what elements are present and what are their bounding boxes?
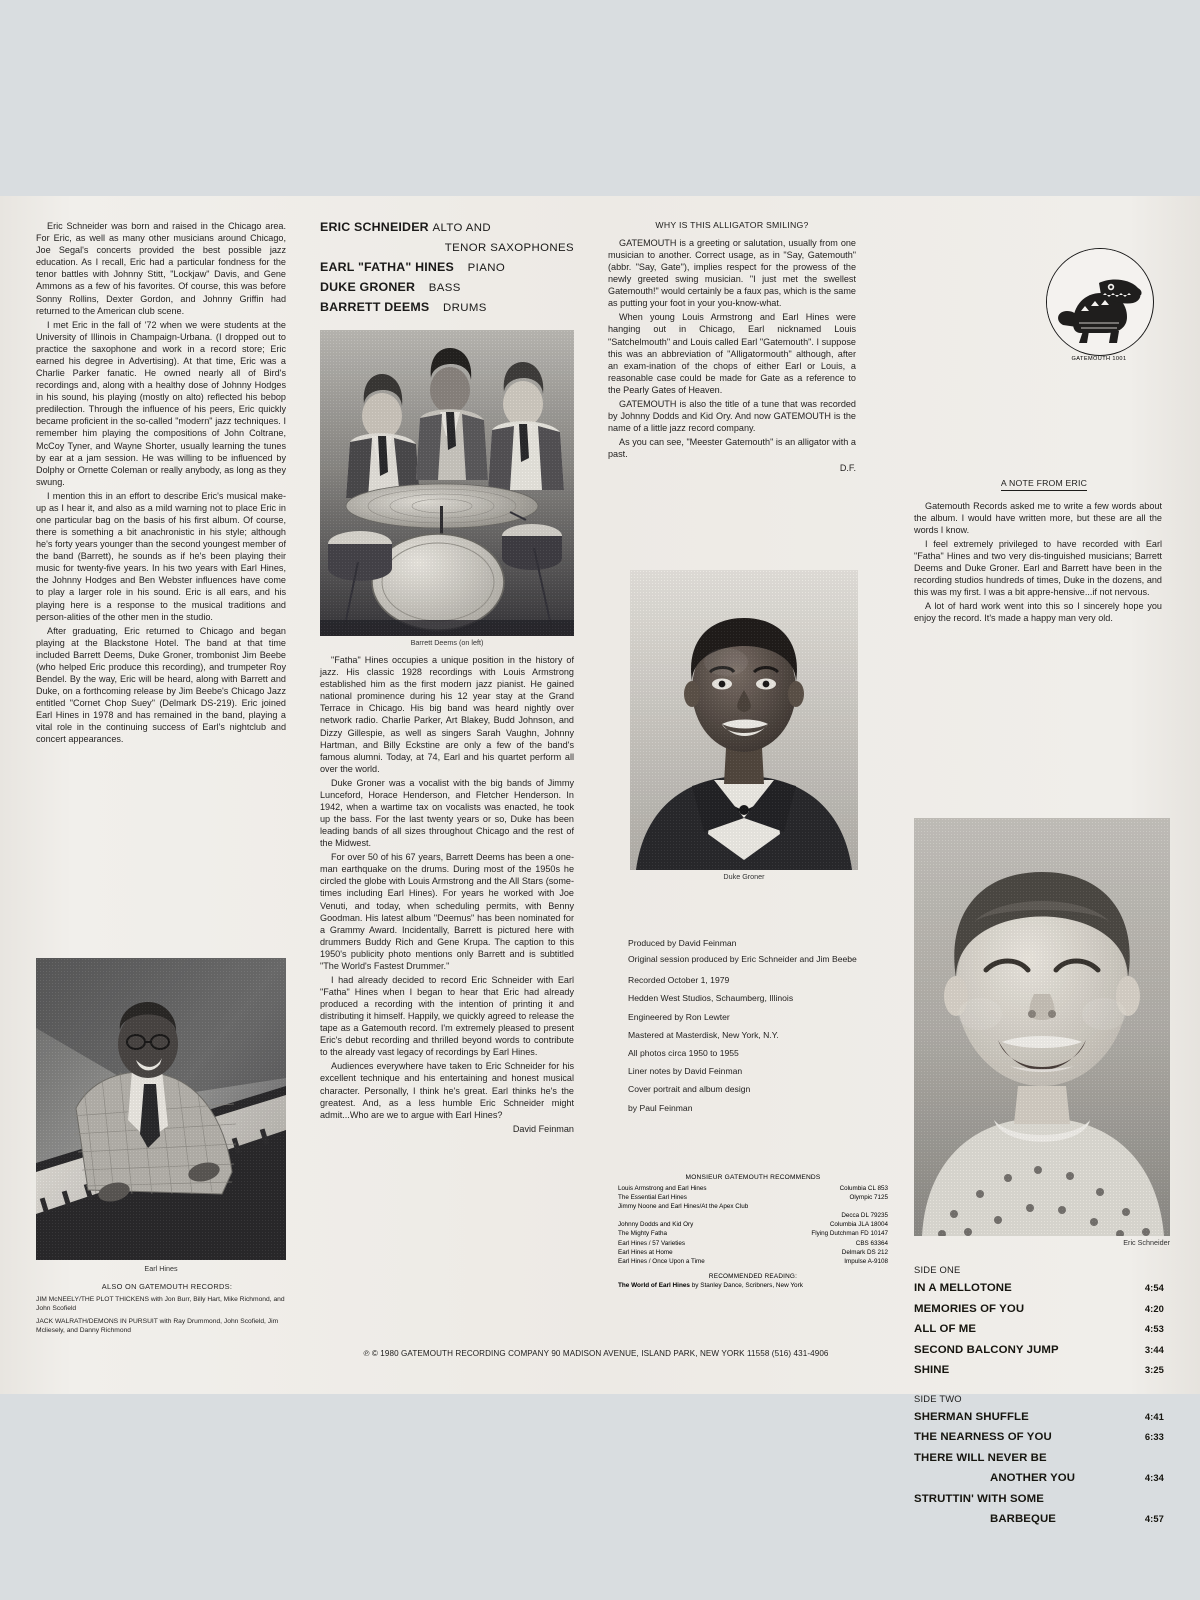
track-time: 4:57	[1144, 1513, 1164, 1524]
alligator-story-text	[608, 237, 856, 474]
track-row	[914, 1360, 1164, 1381]
credit-instrument: ALTO AND	[432, 222, 491, 234]
production-line: Recorded October 1, 1979	[628, 975, 730, 986]
paragraph: I had already decided to record Eric Schneider with Earl "Fatha" Hines when I began to hear that Eric had already produced a recording with the intention of printing it and distributing it himself. Happily, we quickly agreed to release the tape as a Gatemouth record. I'm extremely pleased to present Eric's debut recording and thrilled beyond words to contribute to the already vast legacy of recordings by Earl Hines.	[320, 974, 574, 1058]
recommends-value: Delmark DS 212	[841, 1248, 888, 1256]
track-time: 4:53	[1144, 1323, 1164, 1334]
production-line: Original session produced by Eric Schneider and Jim Beebe	[628, 954, 857, 965]
photo-earl-hines	[36, 958, 286, 1260]
production-line: by Paul Feinman	[628, 1102, 693, 1113]
credit-line-eric-schneider	[320, 220, 574, 234]
column-alligator-story	[608, 220, 856, 474]
paragraph: A lot of hard work went into this so I sincerely hope you enjoy the record. It's made a happy man very old.	[914, 601, 1162, 624]
track-title: MEMORIES OF YOU	[914, 1302, 1025, 1315]
track-listing	[914, 1258, 1164, 1530]
photo-grain-overlay	[36, 958, 286, 1260]
note-heading-text: A NOTE FROM ERIC	[1001, 478, 1087, 491]
recommends-row	[618, 1239, 888, 1248]
track-time: 4:20	[1144, 1302, 1164, 1314]
track-row	[914, 1427, 1164, 1448]
credit-instrument: PIANO	[467, 262, 506, 274]
recommends-label: Jimmy Noone and Earl Hines/At the Apex Club	[618, 1203, 749, 1211]
recommends-value: Olympic 7125	[849, 1194, 888, 1202]
track-title-cont: BARBEQUE	[990, 1513, 1056, 1525]
paragraph: Gatemouth Records asked me to write a few words about the album. I would have written more, but these are all the words I know.	[914, 501, 1162, 536]
paragraph: As you can see, "Meester Gatemouth" is an alligator with a past.	[608, 436, 856, 460]
recommended-reading-line	[618, 1282, 888, 1289]
column-personnel-credits	[320, 220, 574, 320]
track-row	[914, 1448, 1164, 1489]
photo-caption-barrett-deems: Barrett Deems (on left)	[410, 638, 484, 647]
logo-circle	[1046, 248, 1154, 356]
side-two-label: SIDE TWO	[914, 1392, 962, 1404]
photo-caption-eric-schneider: Eric Schneider	[1123, 1238, 1170, 1247]
recommends-label: Louis Armstrong and Earl Hines	[618, 1185, 707, 1192]
track-title: THE NEARNESS OF YOU	[914, 1431, 1052, 1443]
paragraph: "Fatha" Hines occupies a unique position in the history of jazz. His classic 1928 recordings with Louis Armstrong established him as the first modern jazz pianist. He gained national prominence during his 12 year stay at the Grand Terrace in Chicago. His big band was heard nightly over network radio. Charlie Parker, Art Blakey, Budd Johnson, and Dizzy Gillespie, as well as singers Sarah Vaughn, Johnny Hartman, and Billy Eckstine are only a few of the band's famous alumni. Today, at 74, Earl and his quartet perform all over the world.	[320, 655, 574, 774]
book-publisher: by Stanley Dance, Scribners, New York	[689, 1281, 803, 1289]
track-time: 4:41	[1144, 1410, 1164, 1422]
track-row	[914, 1299, 1164, 1320]
production-line: Produced by David Feinman	[628, 938, 737, 948]
paragraph: GATEMOUTH is a greeting or salutation, usually from one musician to another. Correct usage, as in "Say, Gatemouth" (abbr. "Say, Gate"), implies respect for the prowess of the newly greeted swing musician. "I just met the swellest Gatemouth!" would certainly be a faux pas, which is the same as putting your foot in your you-know-what.	[608, 238, 856, 309]
recommends-row	[618, 1220, 888, 1229]
note-from-eric-text	[914, 500, 1162, 626]
recommends-row	[618, 1229, 888, 1238]
credit-instrument: DRUMS	[442, 302, 487, 314]
credit-line-saxophones	[320, 240, 574, 254]
recommends-value: Decca DL 79235	[841, 1212, 888, 1220]
paragraph: Audiences everywhere have taken to Eric Schneider for his excellent technique and his entertaining and honest musical character. Personally, I think he's great. Earl thinks he's the greatest. And, as a less humble Eric Schneider might admit...Who are we to argue with Earl Hines?	[320, 1061, 574, 1120]
production-line: Cover portrait and album design	[628, 1084, 751, 1095]
production-line: Liner notes by David Feinman	[628, 1066, 743, 1077]
track-row	[914, 1489, 1164, 1530]
track-title: SHERMAN SHUFFLE	[914, 1410, 1029, 1423]
recommends-value: Flying Dutchman FD 10147	[811, 1230, 888, 1238]
photo-grain-overlay	[914, 818, 1170, 1236]
photo-eric-schneider-child	[914, 818, 1170, 1236]
paragraph: Eric Schneider was born and raised in the Chicago area. For Eric, as well as many other musicians around Chicago, Joe Segal's concerts provided the best possible jazz education. As I recall, Eric had a particular fondness for the tenor battles with Johnny Stitt, "Lockjaw" Davis, and Gene Ammons as a few of his favorites. Of course, this was before Sonny Rollins, Dexter Gordon, and Johnny Griffin had returned to the American club scene.	[36, 221, 286, 316]
column-band-notes	[320, 654, 574, 1135]
track-time: 6:33	[1144, 1431, 1164, 1442]
credit-name: BARRETT DEEMS	[320, 300, 430, 314]
album-liner-sleeve	[0, 196, 1200, 1525]
track-title-cont: ANOTHER YOU	[990, 1472, 1076, 1484]
side-one-label: SIDE ONE	[914, 1264, 961, 1275]
signature-david-feinman: David Feinman	[512, 1123, 574, 1134]
photo-grain-overlay	[630, 570, 858, 870]
credit-line-duke-groner	[320, 280, 574, 294]
recommends-value: Impulse A-9108	[844, 1257, 888, 1265]
paragraph: I mention this in an effort to describe Eric's musical make-up as I hear it, and also as a mild warning not to place Eric in one particular bag on the basis of his first album. Of course, there is something a bit anachronistic in his style; although he's forty years younger than the second youngest member of the band (Barrett), he sounds as if he's been playing their music for twenty-five years. In his two years with Earl Hines, the Johnny Hodges and Ben Webster influences have come to play a larger role in his sound. Eric is all ears, and his playing here is a response to the musical traditions and person-alities of the other men in the studio.	[36, 490, 286, 622]
also-item: JIM McNEELY/THE PLOT THICKENS with Jon Burr, Billy Hart, Mike Richmond, and John Scofield	[36, 1296, 285, 1312]
credit-instrument: BASS	[428, 282, 461, 294]
recommends-row	[618, 1202, 888, 1211]
paragraph: For over 50 of his 67 years, Barrett Deems has been a one-man earthquake on the drums. During most of the 1950s he circled the globe with Louis Armstrong and the All Stars (some-times including Earl Hines). For years he worked with Joe Venuti, and today, when scheduling permits, with Benny Goodman. His latest album "Deemus" has been nominated for a Grammy Award. Incidentally, Barrett is pictured here with drummers Buddy Rich and Gene Krupa. The caption to this 1950's publicity photo mentions only Barrett and is subtitled "The World's Fastest Drummer."	[320, 852, 574, 971]
recommends-value: Columbia CL 853	[839, 1185, 888, 1192]
track-title: ALL OF ME	[914, 1323, 977, 1335]
production-line: All photos circa 1950 to 1955	[628, 1048, 739, 1059]
photo-barrett-deems-drummers	[320, 330, 574, 636]
logo-caption: GATEMOUTH 1001	[1071, 356, 1127, 362]
track-title: STRUTTIN' WITH SOME	[914, 1492, 1044, 1505]
copyright-footer: ℗ © 1980 GATEMOUTH RECORDING COMPANY 90 MADISON AVENUE, ISLAND PARK, NEW YORK 11558 (516) 431-4906	[363, 1349, 829, 1358]
photo-caption-earl-hines: Earl Hines	[144, 1264, 178, 1273]
recommends-label: Earl Hines at Home	[618, 1248, 673, 1256]
paragraph: I met Eric in the fall of '72 when we were students at the University of Illinois in Champaign-Urbana. (I dropped out to practice the saxophone and work in a record store; Eric earned his degree in Advertising). At that time, Eric was a Charlie Parker fanatic. He owned nearly all of Bird's recordings and, along with a healthy dose of Johnny Hodges in his sound, his playing (mostly on alto) reflected his bebop predilection. Through the influence of his peers, Eric quickly became proficient in the so-called "modern" jazz techniques. I remember him playing the compositions of John Coltrane, McCoy Tyner, and Wayne Shorter, usually learning the tunes by ear at a jam session. He was willing to be influenced by Dolphy or Ornette Coleman or really anybody, as long as they swung.	[36, 319, 286, 487]
signature-df: D.F.	[839, 462, 856, 473]
track-title: SECOND BALCONY JUMP	[914, 1343, 1059, 1356]
book-title: The World of Earl Hines	[618, 1281, 690, 1289]
recommends-value: Columbia JLA 18004	[829, 1221, 888, 1229]
photo-grain-overlay	[320, 330, 574, 636]
also-on-gatemouth-records	[36, 1282, 298, 1340]
track-title: SHINE	[914, 1364, 950, 1376]
track-title: IN A MELLOTONE	[914, 1282, 1012, 1294]
photo-duke-groner	[630, 570, 858, 870]
track-time: 3:25	[1144, 1364, 1164, 1375]
recommends-label: Earl Hines / 57 Varieties	[618, 1239, 686, 1247]
recommends-label: Johnny Dodds and Kid Ory	[618, 1221, 694, 1229]
credit-name: DUKE GRONER	[320, 280, 416, 294]
recommends-label: Earl Hines / Once Upon a Time	[618, 1257, 705, 1265]
recommended-reading-title: RECOMMENDED READING:	[708, 1272, 798, 1280]
production-credits	[628, 934, 868, 1117]
production-line: Engineered by Ron Lewter	[628, 1011, 730, 1022]
recommends-label: The Mighty Fatha	[618, 1230, 667, 1238]
recommends-row	[618, 1257, 888, 1266]
gatemouth-logo	[1046, 248, 1154, 362]
track-time: 4:54	[1144, 1282, 1164, 1293]
photo-caption-duke-groner: Duke Groner	[723, 872, 765, 881]
recommends-value: CBS 63364	[855, 1239, 888, 1247]
track-row	[914, 1278, 1164, 1299]
paragraph: After graduating, Eric returned to Chicago and began playing at the Blackstone Hotel. The band at that time included Barrett Deems, Duke Groner, trombonist Jim Beebe (who helped Eric produce this recording), and trumpeter Roy Bendel. By the way, Eric will be heard, along with Barrett and Duke, on a forthcoming release by Jim Beebe's Chicago Jazz entitled "Cornet Chop Suey" (Delmark DS-219). Eric joined Earl Hines in 1978 and has remained in the band, playing a vital role in the continuing success of Earl's nightclub and concert appearances.	[36, 625, 286, 745]
alligator-icon	[1047, 249, 1150, 352]
paragraph: I feel extremely privileged to have recorded with Earl "Fatha" Hines and two very dis-tinguished musicians; Barrett Deems and Duke Groner. Earl and Barrett have been in the recording studios hundreds of times, Duke in the dozens, and this was my first. I was a bit appre-hensive...if not nervous.	[914, 539, 1162, 598]
recommended-records	[618, 1174, 888, 1289]
also-title: ALSO ON GATEMOUTH RECORDS:	[101, 1282, 233, 1291]
production-line: Mastered at Masterdisk, New York, N.Y.	[628, 1029, 779, 1040]
credit-instrument: TENOR SAXOPHONES	[444, 242, 574, 254]
recommends-title: MONSIEUR GATEMOUTH RECOMMENDS	[685, 1174, 821, 1181]
track-title: THERE WILL NEVER BE	[914, 1451, 1047, 1464]
column-eric-bio	[36, 220, 286, 747]
recommends-row	[618, 1184, 888, 1193]
credit-name: EARL "FATHA" HINES	[320, 260, 454, 274]
paragraph: GATEMOUTH is also the title of a tune that was recorded by Johnny Dodds and Kid Ory. And now GATEMOUTH is the name of a little jazz record company.	[608, 398, 856, 434]
section-heading-alligator: WHY IS THIS ALLIGATOR SMILING?	[655, 220, 809, 230]
track-row	[914, 1319, 1164, 1340]
paragraph: Duke Groner was a vocalist with the big bands of Jimmy Lunceford, Horace Henderson, and Fletcher Henderson. In 1942, when a wartime tax on vocalists was enacted, he took up the bass. For the last twenty years or so, Duke has been leading bands of all sizes throughout Chicago and the rest of the Midwest.	[320, 777, 574, 849]
track-row	[914, 1407, 1164, 1428]
track-time: 4:34	[1144, 1472, 1164, 1483]
production-line: Hedden West Studios, Schaumberg, Illinois	[628, 993, 794, 1004]
recommends-row	[618, 1193, 888, 1202]
credit-line-earl-hines	[320, 260, 574, 274]
also-item: JACK WALRATH/DEMONS IN PURSUIT with Ray Drummond, John Scofield, Jim Mcliesely, and Danny Richmond	[36, 1318, 279, 1334]
track-time: 3:44	[1144, 1343, 1164, 1355]
credit-line-barrett-deems	[320, 300, 574, 314]
recommends-row	[618, 1248, 888, 1257]
credit-name: ERIC SCHNEIDER	[320, 220, 429, 234]
paragraph: When young Louis Armstrong and Earl Hines were hanging out in Chicago, Earl nicknamed Louis "Satchelmouth" and Louis called Earl "Gatemouth". I suppose this was an abbreviation of "Alligatormouth" although, after an exam-ination of the chops of either Earl or Louis, a reasonable case could be made for Gate as a reference to the Pearly Gates of Heaven.	[608, 312, 856, 395]
liner-notes-page	[18, 206, 1174, 1525]
section-heading-note-from-eric	[914, 478, 1174, 488]
recommends-label: The Essential Earl Hines	[618, 1194, 687, 1202]
